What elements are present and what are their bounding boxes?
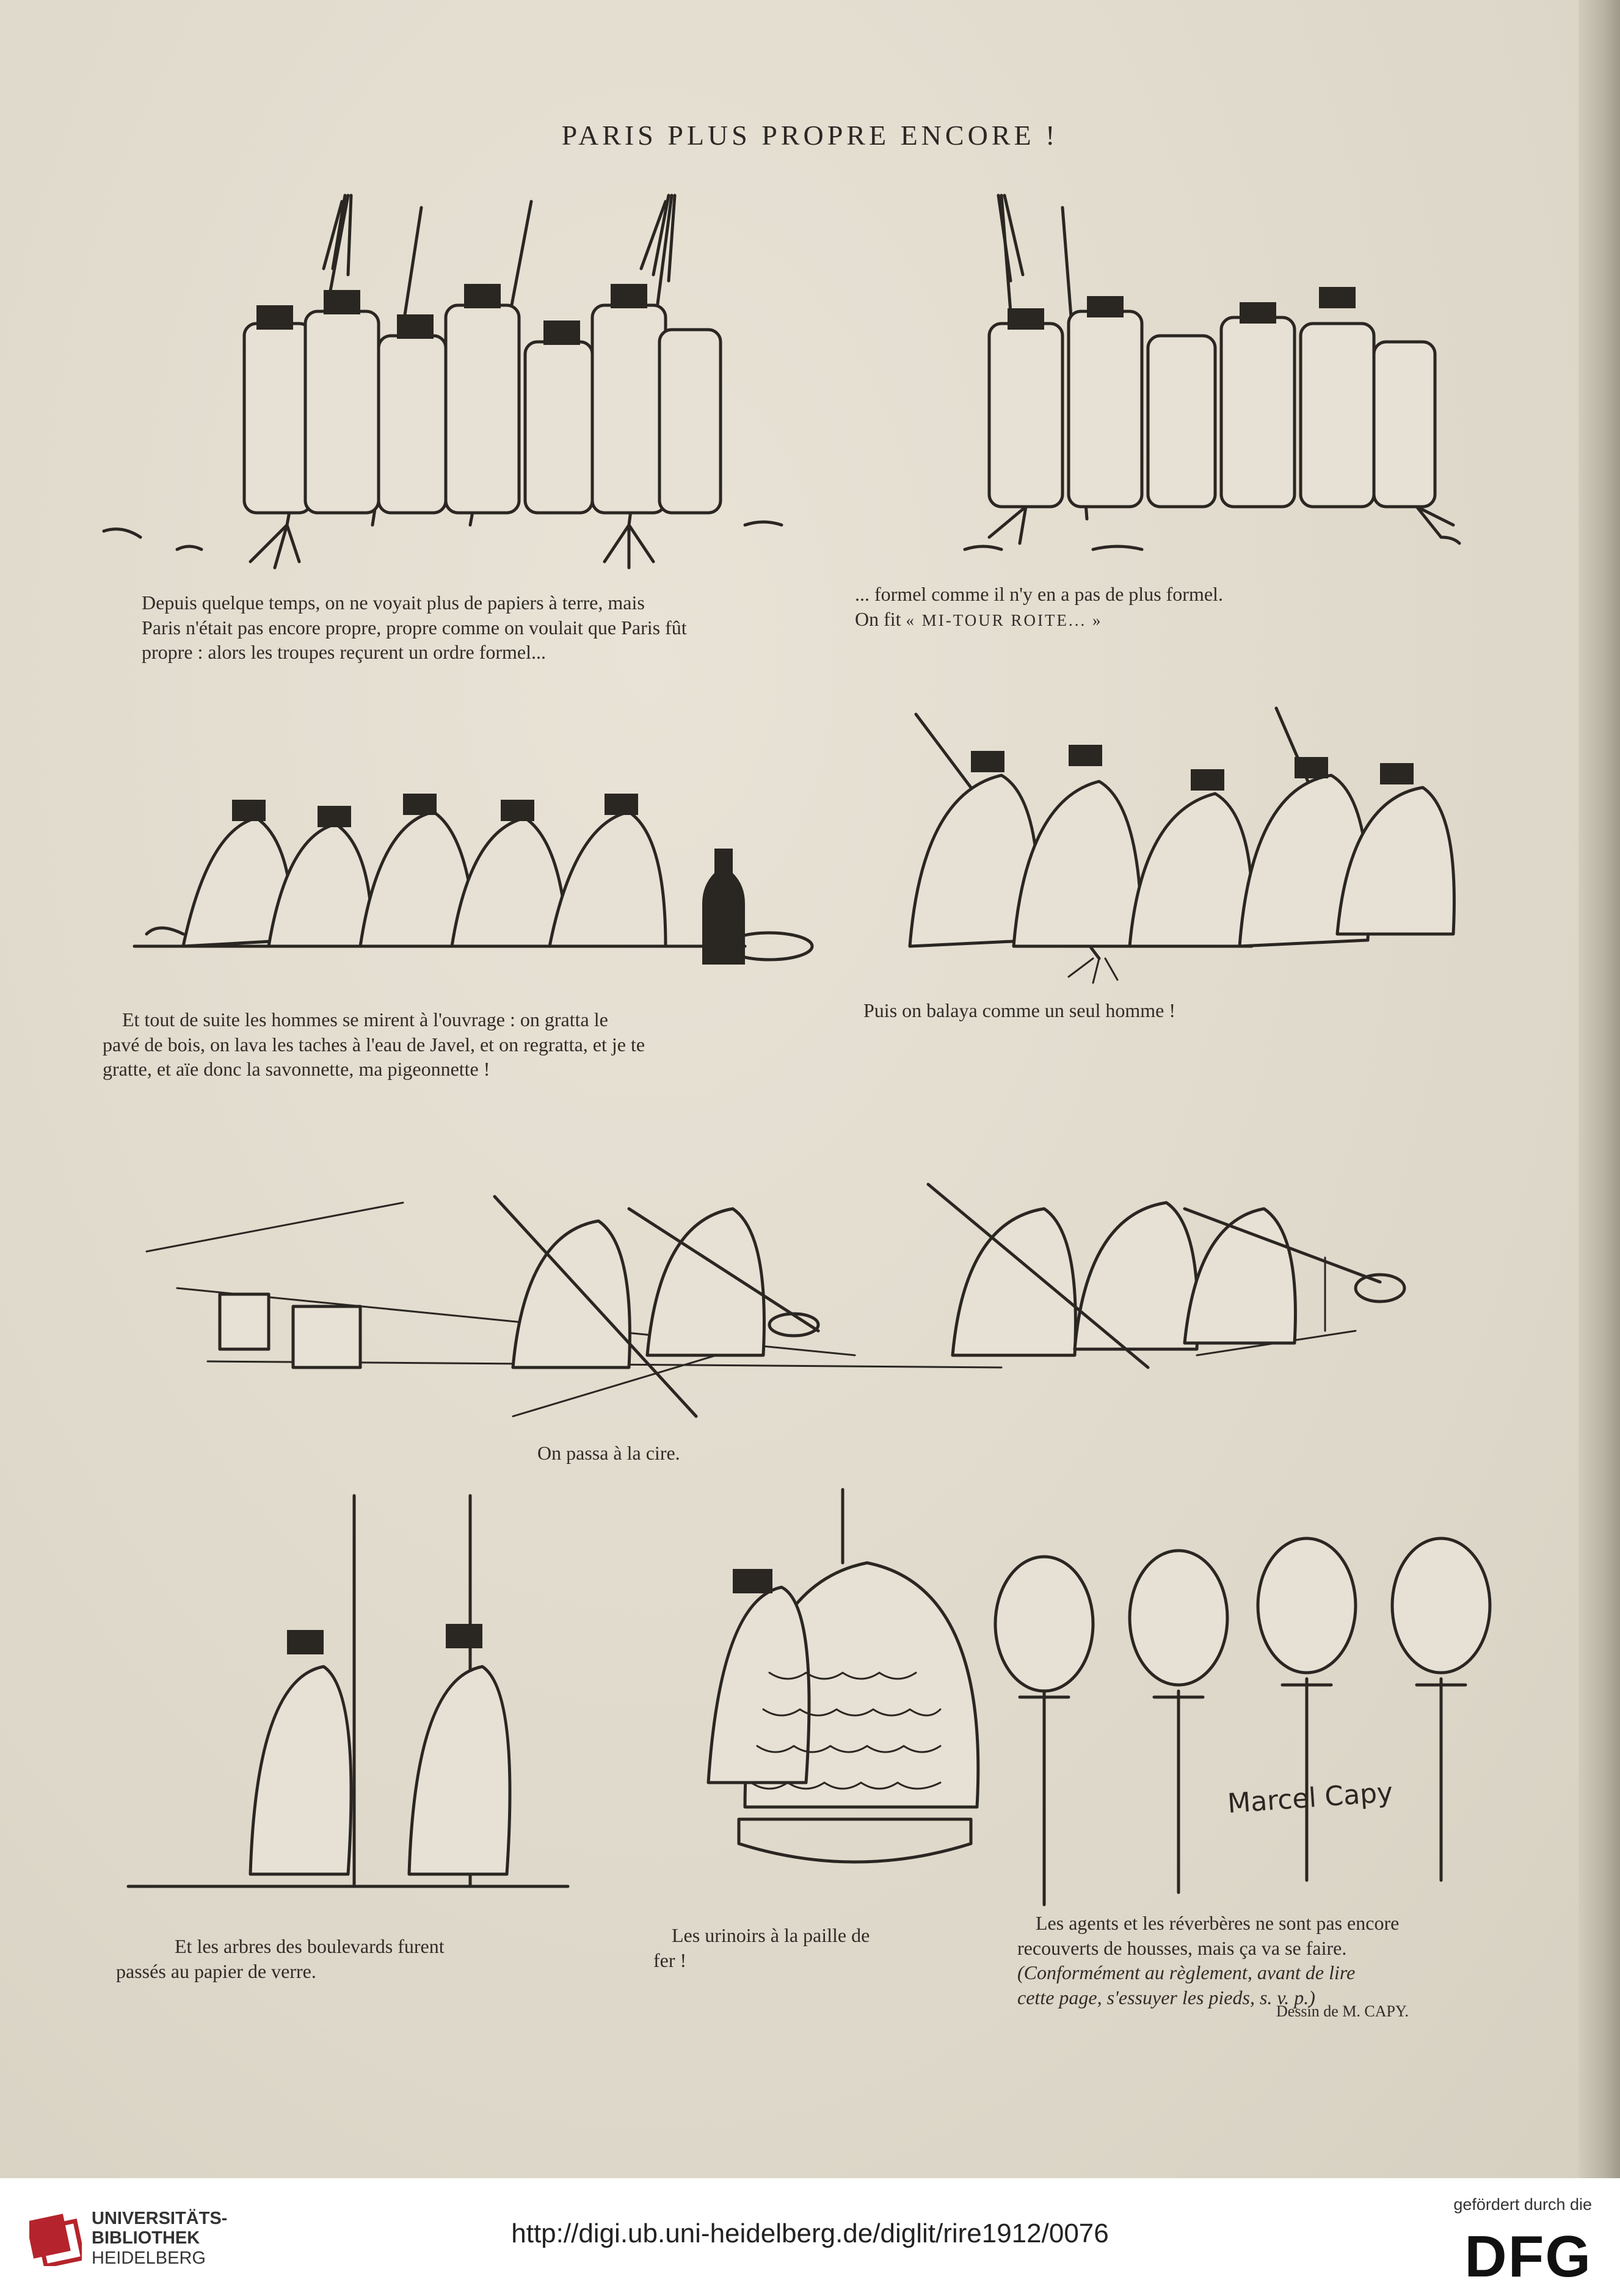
caption-line: pavé de bois, on lava les taches à l'eau de Javel, et on regratta, et je te [103, 1033, 645, 1056]
caption-ouvrage [103, 1007, 805, 1082]
illustration-soldiers-brooms [104, 183, 824, 574]
caption-line: ... formel comme il n'y en a pas de plus formel. [855, 583, 1223, 605]
caption-line: Et les arbres des boulevards furent [175, 1935, 445, 1957]
illustration-waxing [147, 1111, 1417, 1429]
caption-line: Les agents et les réverbères ne sont pas encore [1036, 1912, 1400, 1934]
institution-line: UNIVERSITÄTS- [92, 2209, 228, 2228]
illustration-trees-sandpaper [128, 1496, 605, 1899]
caption-line: (Conformément au règlement, avant de lire [1017, 1961, 1356, 1984]
credit-line: Dessin de M. CAPY. [1276, 2002, 1409, 2020]
illustration-street-lamps [989, 1514, 1490, 1905]
institution-line: HEIDELBERG [92, 2248, 206, 2268]
caption-line: cette page, s'essuyer les pieds, s. v. p.) [1017, 1986, 1315, 2008]
caption-mi-tour [855, 582, 1404, 631]
drawing-credit [1276, 2001, 1520, 2021]
dfg-logo: DFG [1464, 2224, 1592, 2289]
caption-ordre-formel [142, 590, 783, 665]
illustration-sweeping [898, 702, 1459, 983]
caption-cire [537, 1441, 843, 1466]
page-edge [1578, 0, 1620, 2178]
caption-smallcaps: « MI-TOUR ROITE... » [906, 610, 1103, 629]
caption-line [855, 607, 1404, 632]
caption-line: Les urinoirs à la paille de [672, 1924, 870, 1946]
caption-line: recouverts de housses, mais ça va se faire. [1017, 1936, 1347, 1959]
caption-line: passés au papier de verre. [116, 1960, 316, 1982]
caption-text: On fit [855, 607, 906, 630]
caption-urinoirs [653, 1923, 959, 1972]
institution-line: BIBLIOTHEK [92, 2228, 200, 2248]
illustration-half-turn [953, 189, 1466, 568]
caption-reverberes [1017, 1911, 1518, 2010]
artist-signature: Marcel Capy [1226, 1776, 1394, 1820]
caption-line: Et tout de suite les hommes se mirent à l'ouvrage : on gratta le [122, 1009, 608, 1030]
funded-by-label: gefördert durch die [1453, 2195, 1592, 2214]
caption-line: On passa à la cire. [537, 1442, 680, 1464]
caption-arbres [116, 1934, 580, 1983]
caption-line: Puis on balaya comme un seul homme ! [863, 999, 1176, 1021]
illustration-urinoir [684, 1490, 989, 1892]
caption-line: fer ! [653, 1949, 687, 1971]
caption-line: gratte, et aïe donc la savonnette, ma pigeonnette ! [103, 1058, 490, 1081]
illustration-scrubbing [134, 745, 757, 983]
caption-line: propre : alors les troupes reçurent un ordre formel... [142, 641, 546, 664]
caption-line: Paris n'était pas encore propre, propre comme on voulait que Paris fût [142, 616, 687, 639]
caption-balaya [863, 998, 1291, 1023]
viewer-footer [0, 2178, 1620, 2296]
page-title: PARIS PLUS PROPRE ENCORE ! [561, 120, 1059, 151]
permalink-url[interactable]: http://digi.ub.uni-heidelberg.de/diglit/rire1912/0076 [511, 2218, 1109, 2248]
caption-line: Depuis quelque temps, on ne voyait plus de papiers à terre, mais [142, 592, 645, 614]
